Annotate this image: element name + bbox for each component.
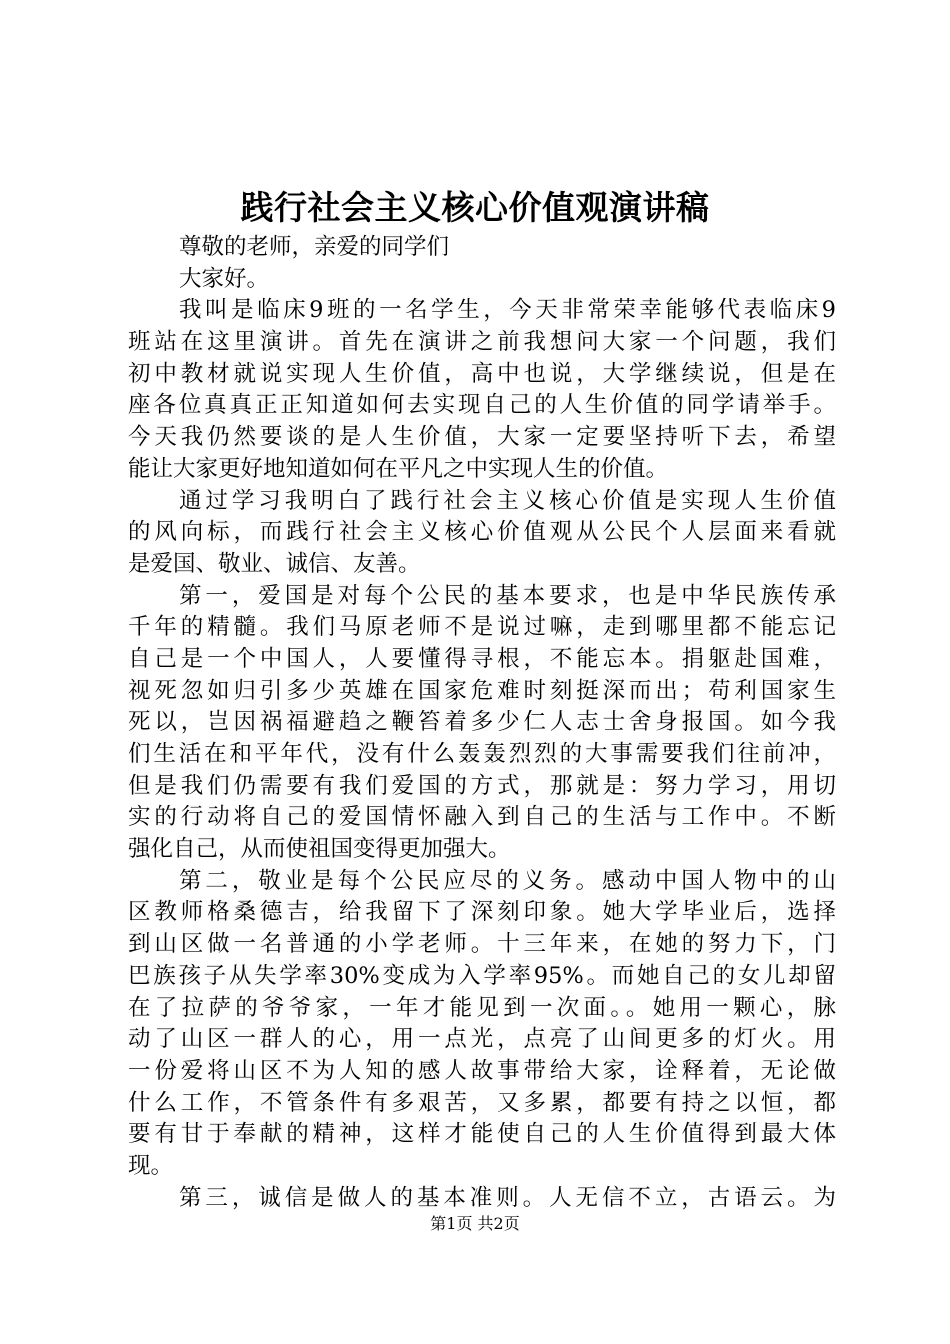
text-line: 的风向标，而践行社会主义核心价值观从公民个人层面来看就	[128, 519, 836, 546]
text-line: 千年的精髓。我们马原老师不是说过嘛，走到哪里都不能忘记	[128, 614, 836, 641]
text-line: 通过学习我明白了践行社会主义核心价值是实现人生价值	[179, 487, 836, 514]
text-line: 什么工作，不管条件有多艰苦，又多累，都要有持之以恒，都	[128, 1089, 836, 1116]
text-line: 要有甘于奉献的精神，这样才能使自己的人生价值得到最大体	[128, 1121, 836, 1148]
text-line: 强化自己，从而使祖国变得更加强大。	[128, 836, 511, 863]
text-line: 第三，诚信是做人的基本准则。人无信不立，古语云。为	[179, 1184, 836, 1211]
document-title: 践行社会主义核心价值观演讲稿	[240, 188, 710, 227]
text-line: 但是我们仍需要有我们爱国的方式，那就是：努力学习，用切	[128, 772, 836, 799]
greeting-line: 大家好。	[179, 265, 270, 292]
text-line: 们生活在和平年代，没有什么轰轰烈烈的大事需要我们往前冲，	[128, 741, 836, 767]
text-line: 一份爱将山区不为人知的感人故事带给大家，诠释着，无论做	[128, 1057, 836, 1084]
text-line: 在了拉萨的爷爷家，一年才能见到一次面。。她用一颗心，脉	[128, 994, 836, 1021]
text-line: 初中教材就说实现人生价值，高中也说，大学继续说，但是在	[128, 360, 836, 387]
text-line: 现。	[128, 1152, 174, 1179]
text-line: 能让大家更好地知道如何在平凡之中实现人生的价值。	[128, 455, 669, 482]
text-line: 实的行动将自己的爱国情怀融入到自己的生活与工作中。不断	[128, 804, 836, 831]
page-number: 第1页 共2页	[430, 1214, 520, 1233]
text-line: 今天我仍然要谈的是人生价值，大家一定要坚持听下去，希望	[128, 424, 836, 451]
text-line: 班站在这里演讲。首先在演讲之前我想问大家一个问题，我们	[128, 329, 836, 356]
text-line: 第一，爱国是对每个公民的基本要求，也是中华民族传承	[179, 582, 836, 609]
text-line: 座各位真真正正知道如何去实现自己的人生价值的同学请举手。	[128, 392, 836, 419]
text-line: 第二，敬业是每个公民应尽的义务。感动中国人物中的山	[179, 867, 836, 894]
text-line: 区教师格桑德吉，给我留下了深刻印象。她大学毕业后，选择	[128, 899, 836, 926]
text-line: 到山区做一名普通的小学老师。十三年来，在她的努力下，门	[128, 931, 836, 958]
text-line: 是爱国、敬业、诚信、友善。	[128, 550, 421, 577]
text-line: 我叫是临床9班的一名学生，今天非常荣幸能够代表临床9	[179, 297, 836, 324]
salutation-line: 尊敬的老师，亲爱的同学们	[179, 234, 450, 260]
text-line: 死以，岂因祸福避趋之鞭笞着多少仁人志士舍身报国。如今我	[128, 709, 836, 736]
text-line: 自己是一个中国人，人要懂得寻根，不能忘本。捐躯赴国难，	[128, 645, 836, 672]
text-line: 巴族孩子从失学率30%变成为入学率95%。而她自己的女儿却留	[128, 962, 836, 989]
text-line: 视死忽如归引多少英雄在国家危难时刻挺深而出；苟利国家生	[128, 677, 836, 704]
document-body	[128, 232, 836, 1214]
text-line: 动了山区一群人的心，用一点光，点亮了山间更多的灯火。用	[128, 1026, 836, 1053]
